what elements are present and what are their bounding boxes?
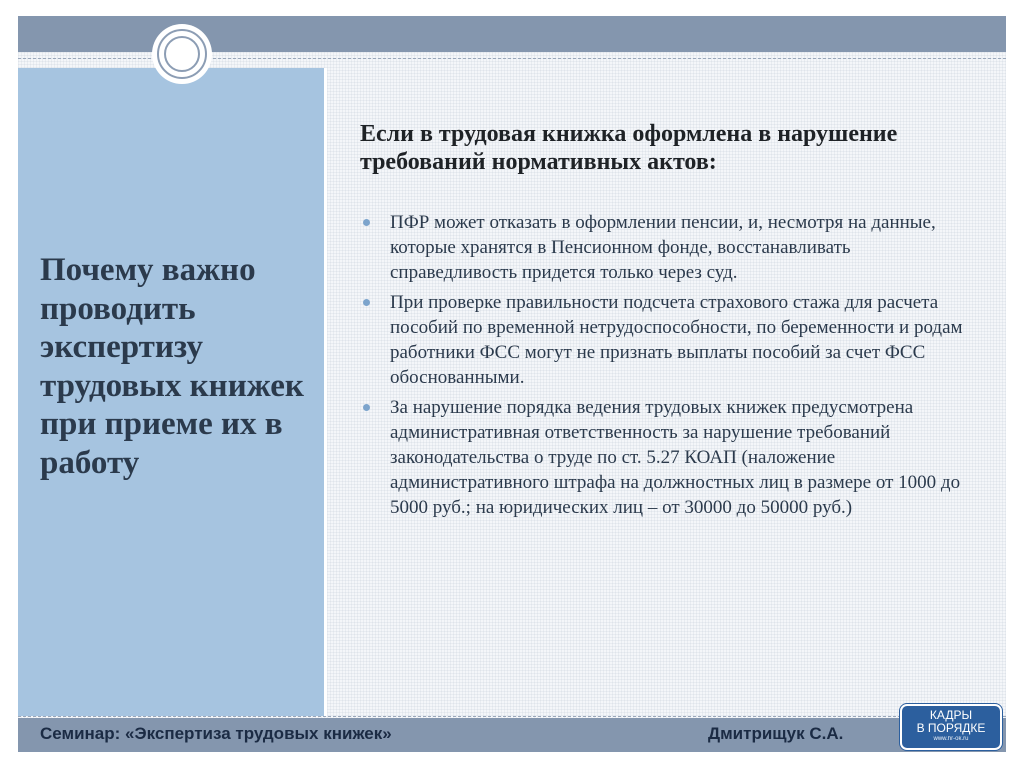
logo-url: www.hr-ok.ru — [933, 736, 969, 742]
ring-icon — [152, 24, 212, 84]
bullet-text: При проверке правильности подсчета страхового стажа для расчета пособий по временной нетрудоспособности, по беременности и родам работники ФСС могут не признать выплаты пособий за счет ФСС обоснованными. — [390, 292, 963, 388]
ring-icon-core — [164, 36, 200, 72]
logo-text-line1: КАДРЫ — [929, 708, 973, 722]
footer-seminar-title: Семинар: «Экспертиза трудовых книжек» — [40, 724, 392, 743]
vertical-divider — [324, 68, 327, 716]
content-area — [360, 120, 978, 525]
list-item — [360, 395, 978, 520]
list-item — [360, 210, 978, 285]
bullet-text: ПФР может отказать в оформлении пенсии, и, несмотря на данные, которые хранятся в Пенсионном фонде, восстанавливать справедливость придется только через суд. — [390, 212, 936, 283]
list-item — [360, 290, 978, 390]
bottom-dashed-line — [18, 716, 1006, 717]
slide-frame — [18, 16, 1006, 752]
content-heading: Если в трудовая книжка оформлена в нарушение требований нормативных актов: — [360, 121, 898, 175]
bullet-dot-icon — [363, 299, 370, 306]
bullet-dot-icon — [363, 219, 370, 226]
company-logo — [900, 704, 1002, 750]
footer-author: Дмитрищук С.А. — [708, 724, 844, 743]
bullet-dot-icon — [363, 404, 370, 411]
logo-text-line2: В ПОРЯДКЕ — [916, 721, 986, 735]
bullet-list — [360, 210, 978, 520]
bullet-text: За нарушение порядка ведения трудовых книжек предусмотрена административная ответственность за нарушение требований законодательства о труде по ст. 5.27 КОАП (наложение административного штрафа на должностных лиц в размере от 1000 до 5000 руб.; на юридических лиц – от 30000 до 50000 руб.) — [390, 397, 961, 518]
sidebar — [18, 68, 324, 716]
ring-icon-inner — [157, 29, 207, 79]
footer-bar — [18, 708, 1006, 752]
sidebar-title: Почему важно проводить экспертизу трудовых книжек при приеме их в работу — [40, 252, 304, 481]
